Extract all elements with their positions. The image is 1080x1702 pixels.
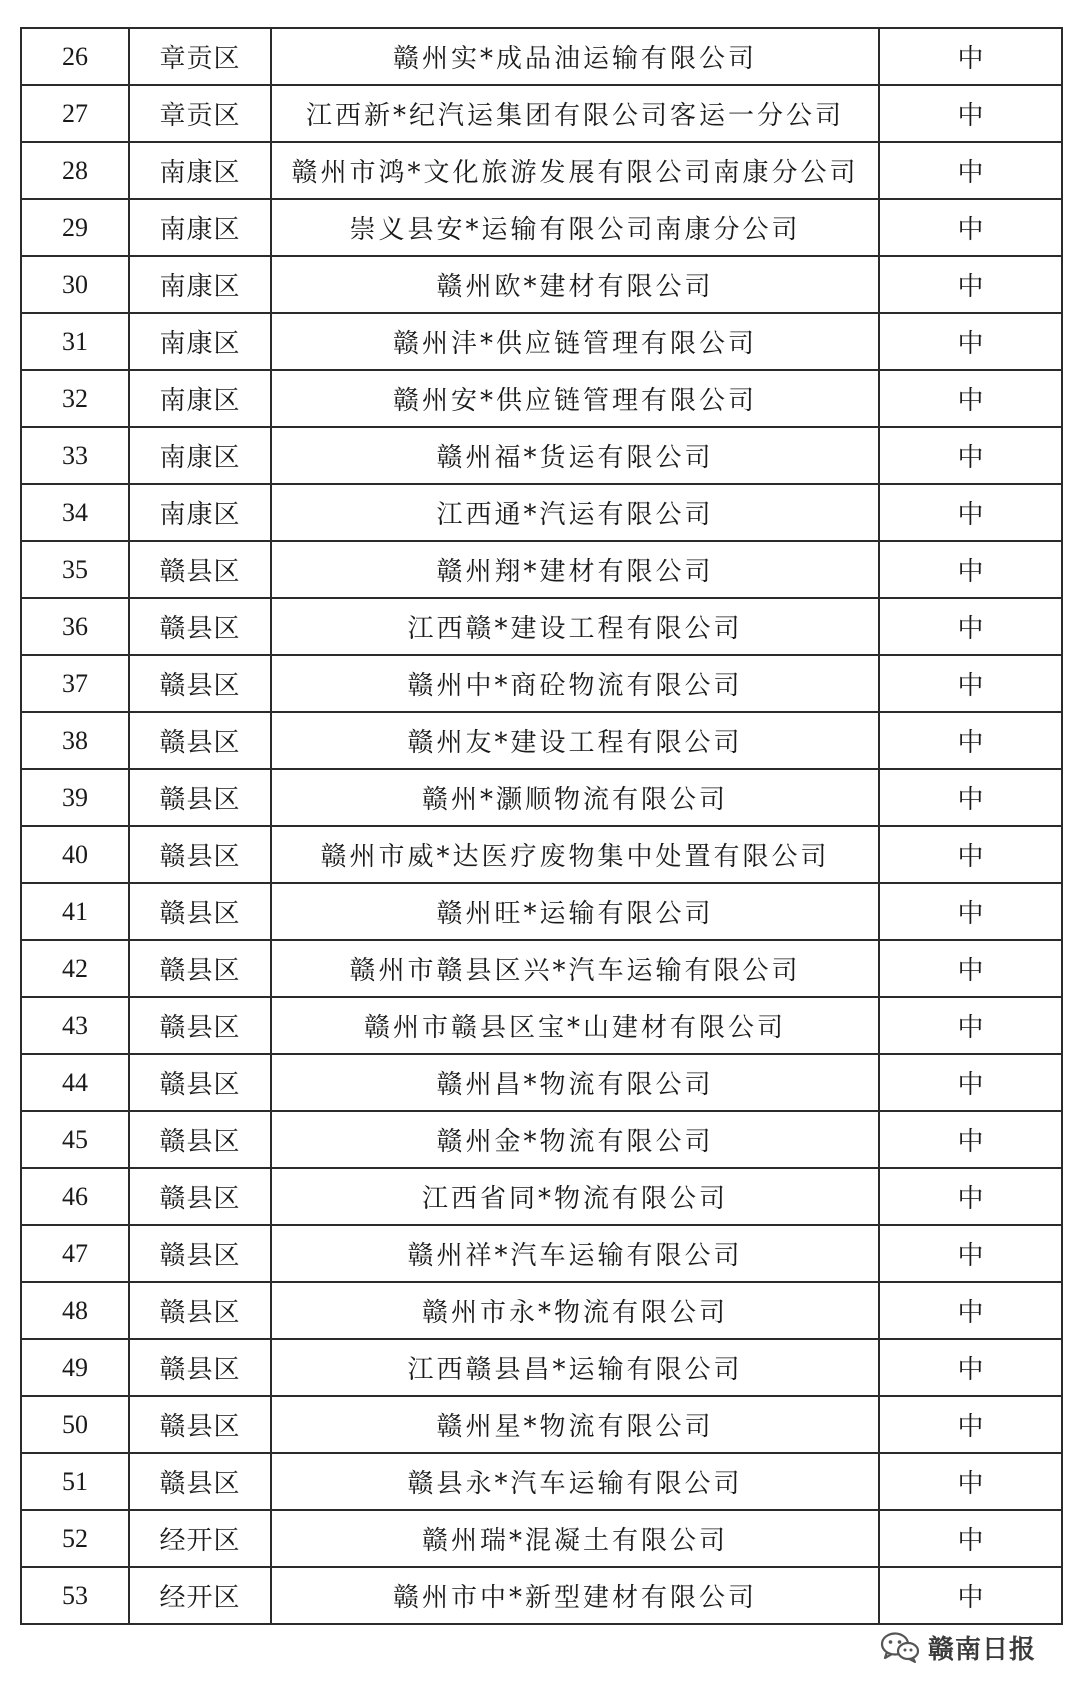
region-cell: 赣县区 bbox=[129, 598, 271, 655]
region-cell: 经开区 bbox=[129, 1510, 271, 1567]
risk-level-cell: 中 bbox=[879, 28, 1062, 85]
company-name-cell: 赣州友*建设工程有限公司 bbox=[271, 712, 879, 769]
region-cell: 赣县区 bbox=[129, 541, 271, 598]
risk-level-cell: 中 bbox=[879, 199, 1062, 256]
row-number-cell: 32 bbox=[21, 370, 129, 427]
row-number-cell: 36 bbox=[21, 598, 129, 655]
table-row bbox=[21, 427, 1062, 484]
row-number-cell: 31 bbox=[21, 313, 129, 370]
company-name-cell: 江西通*汽运有限公司 bbox=[271, 484, 879, 541]
region-cell: 南康区 bbox=[129, 370, 271, 427]
region-cell: 赣县区 bbox=[129, 997, 271, 1054]
company-name-cell: 崇义县安*运输有限公司南康分公司 bbox=[271, 199, 879, 256]
risk-level-cell: 中 bbox=[879, 1567, 1062, 1624]
risk-level-cell: 中 bbox=[879, 85, 1062, 142]
region-cell: 南康区 bbox=[129, 256, 271, 313]
table-row bbox=[21, 85, 1062, 142]
company-name-cell: 江西赣县昌*运输有限公司 bbox=[271, 1339, 879, 1396]
table-row bbox=[21, 1396, 1062, 1453]
table-row bbox=[21, 313, 1062, 370]
row-number-cell: 29 bbox=[21, 199, 129, 256]
risk-level-cell: 中 bbox=[879, 256, 1062, 313]
region-cell: 赣县区 bbox=[129, 1339, 271, 1396]
risk-level-cell: 中 bbox=[879, 142, 1062, 199]
company-name-cell: 赣州星*物流有限公司 bbox=[271, 1396, 879, 1453]
row-number-cell: 53 bbox=[21, 1567, 129, 1624]
company-name-cell: 赣州翔*建材有限公司 bbox=[271, 541, 879, 598]
row-number-cell: 51 bbox=[21, 1453, 129, 1510]
company-name-cell: 赣州昌*物流有限公司 bbox=[271, 1054, 879, 1111]
company-name-cell: 江西省同*物流有限公司 bbox=[271, 1168, 879, 1225]
company-name-cell: 赣州市中*新型建材有限公司 bbox=[271, 1567, 879, 1624]
table-row bbox=[21, 997, 1062, 1054]
risk-level-cell: 中 bbox=[879, 940, 1062, 997]
table-row bbox=[21, 1510, 1062, 1567]
risk-level-cell: 中 bbox=[879, 1282, 1062, 1339]
company-name-cell: 赣州市赣县区宝*山建材有限公司 bbox=[271, 997, 879, 1054]
table-row bbox=[21, 1567, 1062, 1624]
row-number-cell: 49 bbox=[21, 1339, 129, 1396]
table-row bbox=[21, 1054, 1062, 1111]
row-number-cell: 46 bbox=[21, 1168, 129, 1225]
table-row bbox=[21, 826, 1062, 883]
risk-level-cell: 中 bbox=[879, 655, 1062, 712]
row-number-cell: 47 bbox=[21, 1225, 129, 1282]
risk-level-cell: 中 bbox=[879, 427, 1062, 484]
region-cell: 南康区 bbox=[129, 427, 271, 484]
table-row bbox=[21, 484, 1062, 541]
wechat-icon bbox=[880, 1631, 920, 1663]
risk-level-cell: 中 bbox=[879, 1168, 1062, 1225]
company-name-cell: 赣州市威*达医疗废物集中处置有限公司 bbox=[271, 826, 879, 883]
company-name-cell: 赣州市鸿*文化旅游发展有限公司南康分公司 bbox=[271, 142, 879, 199]
table-row bbox=[21, 1282, 1062, 1339]
risk-level-cell: 中 bbox=[879, 826, 1062, 883]
row-number-cell: 35 bbox=[21, 541, 129, 598]
row-number-cell: 26 bbox=[21, 28, 129, 85]
row-number-cell: 39 bbox=[21, 769, 129, 826]
risk-level-cell: 中 bbox=[879, 769, 1062, 826]
row-number-cell: 43 bbox=[21, 997, 129, 1054]
company-table bbox=[20, 27, 1063, 1625]
region-cell: 南康区 bbox=[129, 142, 271, 199]
company-name-cell: 赣州安*供应链管理有限公司 bbox=[271, 370, 879, 427]
region-cell: 赣县区 bbox=[129, 1054, 271, 1111]
watermark bbox=[874, 1625, 1042, 1669]
company-name-cell: 赣州福*货运有限公司 bbox=[271, 427, 879, 484]
table-row bbox=[21, 883, 1062, 940]
region-cell: 赣县区 bbox=[129, 940, 271, 997]
table-row bbox=[21, 655, 1062, 712]
table-row bbox=[21, 1111, 1062, 1168]
company-name-cell: 赣州市赣县区兴*汽车运输有限公司 bbox=[271, 940, 879, 997]
company-name-cell: 赣州金*物流有限公司 bbox=[271, 1111, 879, 1168]
company-name-cell: 赣州祥*汽车运输有限公司 bbox=[271, 1225, 879, 1282]
row-number-cell: 27 bbox=[21, 85, 129, 142]
row-number-cell: 41 bbox=[21, 883, 129, 940]
table-row bbox=[21, 199, 1062, 256]
row-number-cell: 40 bbox=[21, 826, 129, 883]
company-name-cell: 江西赣*建设工程有限公司 bbox=[271, 598, 879, 655]
risk-level-cell: 中 bbox=[879, 883, 1062, 940]
table-row bbox=[21, 1225, 1062, 1282]
company-name-cell: 赣州中*商砼物流有限公司 bbox=[271, 655, 879, 712]
region-cell: 赣县区 bbox=[129, 712, 271, 769]
region-cell: 南康区 bbox=[129, 313, 271, 370]
company-table-container bbox=[20, 27, 1057, 1625]
company-name-cell: 赣州瑞*混凝土有限公司 bbox=[271, 1510, 879, 1567]
region-cell: 赣县区 bbox=[129, 1453, 271, 1510]
table-row bbox=[21, 370, 1062, 427]
region-cell: 赣县区 bbox=[129, 1168, 271, 1225]
row-number-cell: 42 bbox=[21, 940, 129, 997]
company-name-cell: 赣州*灏顺物流有限公司 bbox=[271, 769, 879, 826]
row-number-cell: 52 bbox=[21, 1510, 129, 1567]
table-row bbox=[21, 1168, 1062, 1225]
table-row bbox=[21, 256, 1062, 313]
company-table-body bbox=[21, 28, 1062, 1624]
region-cell: 赣县区 bbox=[129, 883, 271, 940]
region-cell: 赣县区 bbox=[129, 826, 271, 883]
table-row bbox=[21, 598, 1062, 655]
row-number-cell: 50 bbox=[21, 1396, 129, 1453]
table-row bbox=[21, 769, 1062, 826]
company-name-cell: 江西新*纪汽运集团有限公司客运一分公司 bbox=[271, 85, 879, 142]
company-name-cell: 赣州欧*建材有限公司 bbox=[271, 256, 879, 313]
region-cell: 赣县区 bbox=[129, 655, 271, 712]
table-row bbox=[21, 28, 1062, 85]
risk-level-cell: 中 bbox=[879, 1510, 1062, 1567]
table-row bbox=[21, 940, 1062, 997]
row-number-cell: 30 bbox=[21, 256, 129, 313]
risk-level-cell: 中 bbox=[879, 1339, 1062, 1396]
table-row bbox=[21, 541, 1062, 598]
region-cell: 章贡区 bbox=[129, 85, 271, 142]
region-cell: 南康区 bbox=[129, 199, 271, 256]
table-row bbox=[21, 142, 1062, 199]
row-number-cell: 44 bbox=[21, 1054, 129, 1111]
company-name-cell: 赣县永*汽车运输有限公司 bbox=[271, 1453, 879, 1510]
risk-level-cell: 中 bbox=[879, 712, 1062, 769]
risk-level-cell: 中 bbox=[879, 370, 1062, 427]
risk-level-cell: 中 bbox=[879, 598, 1062, 655]
risk-level-cell: 中 bbox=[879, 1054, 1062, 1111]
company-name-cell: 赣州沣*供应链管理有限公司 bbox=[271, 313, 879, 370]
table-row bbox=[21, 1453, 1062, 1510]
region-cell: 赣县区 bbox=[129, 1282, 271, 1339]
risk-level-cell: 中 bbox=[879, 1396, 1062, 1453]
region-cell: 赣县区 bbox=[129, 769, 271, 826]
risk-level-cell: 中 bbox=[879, 1111, 1062, 1168]
row-number-cell: 37 bbox=[21, 655, 129, 712]
region-cell: 章贡区 bbox=[129, 28, 271, 85]
region-cell: 经开区 bbox=[129, 1567, 271, 1624]
company-name-cell: 赣州旺*运输有限公司 bbox=[271, 883, 879, 940]
region-cell: 南康区 bbox=[129, 484, 271, 541]
company-name-cell: 赣州市永*物流有限公司 bbox=[271, 1282, 879, 1339]
watermark-text: 赣南日报 bbox=[927, 1634, 1036, 1665]
table-row bbox=[21, 712, 1062, 769]
row-number-cell: 48 bbox=[21, 1282, 129, 1339]
risk-level-cell: 中 bbox=[879, 997, 1062, 1054]
region-cell: 赣县区 bbox=[129, 1111, 271, 1168]
risk-level-cell: 中 bbox=[879, 1453, 1062, 1510]
risk-level-cell: 中 bbox=[879, 1225, 1062, 1282]
company-name-cell: 赣州实*成品油运输有限公司 bbox=[271, 28, 879, 85]
region-cell: 赣县区 bbox=[129, 1225, 271, 1282]
risk-level-cell: 中 bbox=[879, 313, 1062, 370]
row-number-cell: 38 bbox=[21, 712, 129, 769]
region-cell: 赣县区 bbox=[129, 1396, 271, 1453]
table-row bbox=[21, 1339, 1062, 1396]
row-number-cell: 45 bbox=[21, 1111, 129, 1168]
row-number-cell: 28 bbox=[21, 142, 129, 199]
row-number-cell: 33 bbox=[21, 427, 129, 484]
row-number-cell: 34 bbox=[21, 484, 129, 541]
risk-level-cell: 中 bbox=[879, 541, 1062, 598]
risk-level-cell: 中 bbox=[879, 484, 1062, 541]
